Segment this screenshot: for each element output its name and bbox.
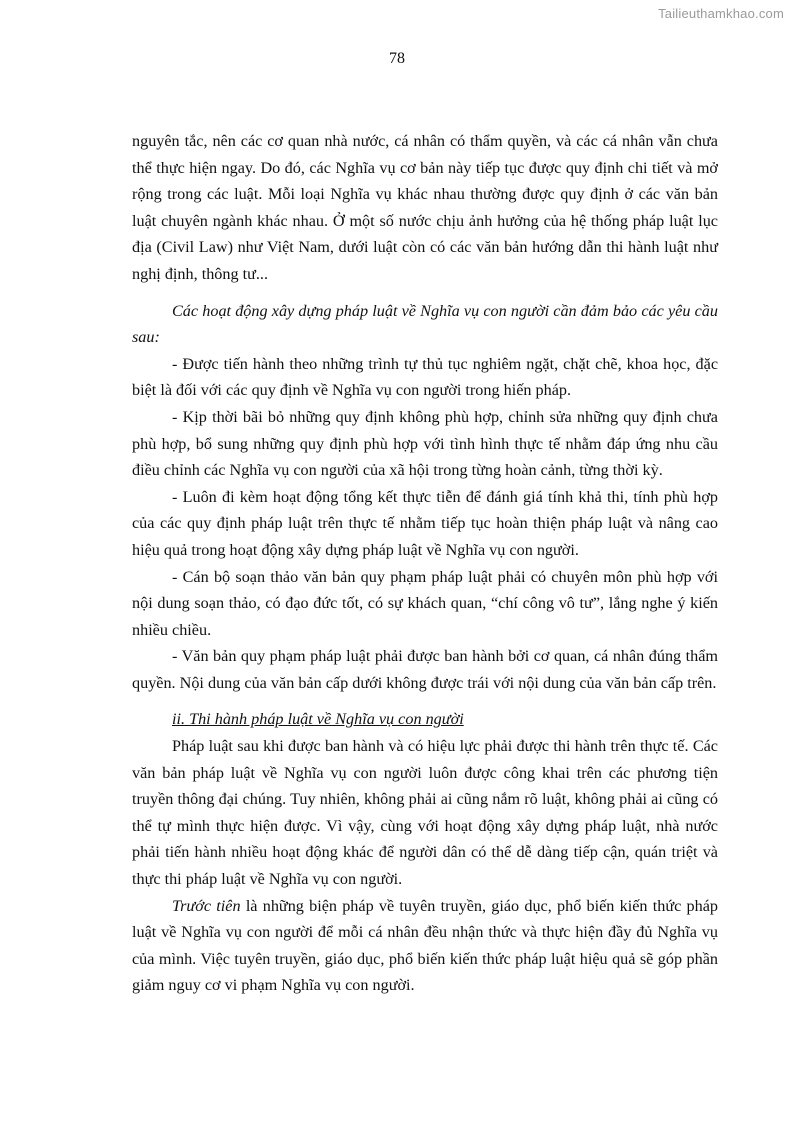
list-item-requirement: - Văn bản quy phạm pháp luật phải được ban hành bởi cơ quan, cá nhân đúng thẩm quyền. Nội dung của văn bản cấp dưới không được trái với nội dung của văn bản cấp trên.	[132, 647, 718, 692]
page-number: 78	[389, 50, 405, 67]
list-item-requirement: - Kịp thời bãi bỏ những quy định không phù hợp, chỉnh sửa những quy định chưa phù hợp, bổ sung những quy định phù hợp với tình hình thực tế nhằm đáp ứng nhu cầu điều chỉnh các Nghĩa vụ con người của xã hội trong từng hoàn cảnh, từng thời kỳ.	[132, 407, 718, 480]
paragraph-enforcement: Pháp luật sau khi được ban hành và có hiệu lực phải được thi hành trên thực tế. Các văn bản pháp luật về Nghĩa vụ con người luôn được công khai trên các phương tiện truyền thông đại chúng. Tuy nhiên, không phải ai cũng nắm rõ luật, không phải ai cũng có thể tự mình thực hiện được. Vì vậy, cùng với hoạt động xây dựng pháp luật, nhà nước phải tiến hành nhiều hoạt động khác để người dân có thể dễ dàng tiếp cận, quán triệt và thực thi pháp luật về Nghĩa vụ con người.	[132, 737, 718, 889]
paragraph-text: là những biện pháp về tuyên truyền, giáo dục, phổ biến kiến thức pháp luật về Nghĩa vụ con người để mỗi cá nhân đều nhận thức và thực hiện đầy đủ Nghĩa vụ của mình. Việc tuyên truyền, giáo dục, phổ biến kiến thức pháp luật hiệu quả sẽ góp phần giảm nguy cơ vi phạm Nghĩa vụ con người.	[132, 896, 718, 995]
lead-phrase: Trước tiên	[172, 896, 241, 915]
list-item-requirement: - Luôn đi kèm hoạt động tổng kết thực tiễn để đánh giá tính khả thi, tính phù hợp của các quy định pháp luật trên thực tế nhằm tiếp tục hoàn thiện pháp luật và nâng cao hiệu quả trong hoạt động xây dựng pháp luật về Nghĩa vụ con người.	[132, 487, 718, 559]
document-body	[132, 128, 718, 999]
section-heading-text: ii. Thi hành pháp luật về Nghĩa vụ con người	[172, 710, 464, 729]
watermark: Tailieuthamkhao.com	[658, 6, 784, 21]
list-item-requirement: - Được tiến hành theo những trình tự thủ tục nghiêm ngặt, chặt chẽ, khoa học, đặc biệt là đối với các quy định về Nghĩa vụ con người trong hiến pháp.	[132, 354, 718, 400]
paragraph-first-measures	[132, 893, 718, 999]
paragraph-continuation: nguyên tắc, nên các cơ quan nhà nước, cá nhân có thẩm quyền, và các cá nhân vẫn chưa thể thực hiện ngay. Do đó, các Nghĩa vụ cơ bản này tiếp tục được quy định chi tiết và mở rộng trong các luật. Mỗi loại Nghĩa vụ khác nhau thường được quy định ở các văn bản luật chuyên ngành khác nhau. Ở một số nước chịu ảnh hưởng của hệ thống pháp luật lục địa (Civil Law) như Việt Nam, dưới luật còn có các văn bản hướng dẫn thi hành luật như nghị định, thông tư...	[132, 132, 718, 283]
section-heading	[132, 706, 718, 733]
list-item-requirement: - Cán bộ soạn thảo văn bản quy phạm pháp luật phải có chuyên môn phù hợp với nội dung soạn thảo, có đạo đức tốt, có sự khách quan, “chí công vô tư”, lắng nghe ý kiến nhiều chiều.	[132, 567, 718, 639]
paragraph-requirements-intro: Các hoạt động xây dựng pháp luật về Nghĩa vụ con người cần đảm bảo các yêu cầu sau:	[132, 301, 718, 347]
